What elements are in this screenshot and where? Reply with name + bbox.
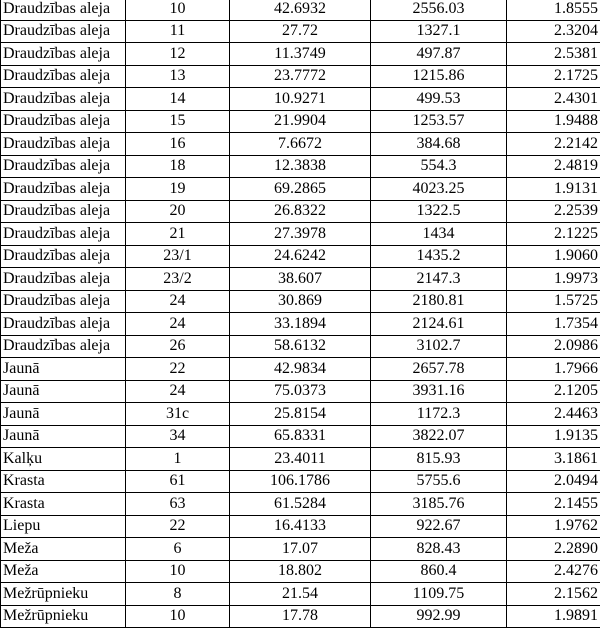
ratio-cell: 1.7354 <box>507 313 600 336</box>
area-cell: 17.78 <box>230 605 371 628</box>
energy-cell: 4023.25 <box>371 178 507 201</box>
area-cell: 42.6932 <box>230 0 371 20</box>
energy-cell: 2657.78 <box>371 358 507 381</box>
area-cell: 24.6242 <box>230 245 371 268</box>
street-cell: Jaunā <box>1 358 126 381</box>
ratio-cell: 2.0494 <box>507 470 600 493</box>
street-cell: Meža <box>1 538 126 561</box>
area-cell: 11.3749 <box>230 43 371 66</box>
area-cell: 16.4133 <box>230 515 371 538</box>
street-cell: Krasta <box>1 470 126 493</box>
energy-cell: 815.93 <box>371 448 507 471</box>
street-cell: Draudzības aleja <box>1 155 126 178</box>
street-cell: Draudzības aleja <box>1 268 126 291</box>
energy-cell: 1215.86 <box>371 65 507 88</box>
table-row <box>1 245 600 268</box>
energy-cell: 499.53 <box>371 88 507 111</box>
ratio-cell: 2.3204 <box>507 20 600 43</box>
house-number-cell: 1 <box>126 448 230 471</box>
ratio-cell: 2.1562 <box>507 583 600 606</box>
house-number-cell: 20 <box>126 200 230 223</box>
house-number-cell: 10 <box>126 0 230 20</box>
area-cell: 27.72 <box>230 20 371 43</box>
table-row <box>1 470 600 493</box>
table-row <box>1 268 600 291</box>
ratio-cell: 2.4819 <box>507 155 600 178</box>
area-cell: 18.802 <box>230 560 371 583</box>
house-number-cell: 10 <box>126 605 230 628</box>
house-number-cell: 22 <box>126 358 230 381</box>
energy-cell: 1435.2 <box>371 245 507 268</box>
house-number-cell: 19 <box>126 178 230 201</box>
street-cell: Draudzības aleja <box>1 313 126 336</box>
table-row <box>1 538 600 561</box>
ratio-cell: 2.1455 <box>507 493 600 516</box>
energy-cell: 2180.81 <box>371 290 507 313</box>
table-row <box>1 155 600 178</box>
area-cell: 26.8322 <box>230 200 371 223</box>
area-cell: 58.6132 <box>230 335 371 358</box>
energy-cell: 497.87 <box>371 43 507 66</box>
house-number-cell: 21 <box>126 223 230 246</box>
street-cell: Draudzības aleja <box>1 223 126 246</box>
energy-cell: 2556.03 <box>371 0 507 20</box>
area-cell: 65.8331 <box>230 425 371 448</box>
table-row <box>1 110 600 133</box>
ratio-cell: 2.4276 <box>507 560 600 583</box>
street-cell: Draudzības aleja <box>1 65 126 88</box>
house-number-cell: 12 <box>126 43 230 66</box>
house-number-cell: 18 <box>126 155 230 178</box>
ratio-cell: 1.7966 <box>507 358 600 381</box>
energy-cell: 992.99 <box>371 605 507 628</box>
table-row <box>1 313 600 336</box>
energy-cell: 554.3 <box>371 155 507 178</box>
house-number-cell: 23/2 <box>126 268 230 291</box>
street-cell: Jaunā <box>1 403 126 426</box>
area-cell: 12.3838 <box>230 155 371 178</box>
ratio-cell: 3.1861 <box>507 448 600 471</box>
area-cell: 61.5284 <box>230 493 371 516</box>
street-cell: Jaunā <box>1 425 126 448</box>
energy-cell: 1253.57 <box>371 110 507 133</box>
area-cell: 25.8154 <box>230 403 371 426</box>
energy-cell: 1172.3 <box>371 403 507 426</box>
street-cell: Krasta <box>1 493 126 516</box>
ratio-cell: 1.9131 <box>507 178 600 201</box>
ratio-cell: 2.4301 <box>507 88 600 111</box>
street-cell: Draudzības aleja <box>1 0 126 20</box>
table-row <box>1 65 600 88</box>
street-cell: Draudzības aleja <box>1 133 126 156</box>
street-cell: Draudzības aleja <box>1 178 126 201</box>
area-cell: 33.1894 <box>230 313 371 336</box>
house-number-cell: 24 <box>126 290 230 313</box>
ratio-cell: 2.4463 <box>507 403 600 426</box>
table-row <box>1 515 600 538</box>
table-row <box>1 20 600 43</box>
ratio-cell: 2.1205 <box>507 380 600 403</box>
table-row <box>1 133 600 156</box>
table-row <box>1 200 600 223</box>
ratio-cell: 2.2890 <box>507 538 600 561</box>
ratio-cell: 2.1725 <box>507 65 600 88</box>
area-cell: 10.9271 <box>230 88 371 111</box>
street-cell: Meža <box>1 560 126 583</box>
energy-cell: 1109.75 <box>371 583 507 606</box>
ratio-cell: 1.9135 <box>507 425 600 448</box>
street-cell: Draudzības aleja <box>1 20 126 43</box>
street-cell: Kalķu <box>1 448 126 471</box>
energy-cell: 828.43 <box>371 538 507 561</box>
table-row <box>1 448 600 471</box>
ratio-cell: 2.5381 <box>507 43 600 66</box>
energy-cell: 3931.16 <box>371 380 507 403</box>
house-number-cell: 61 <box>126 470 230 493</box>
energy-cell: 3822.07 <box>371 425 507 448</box>
table-row <box>1 493 600 516</box>
ratio-cell: 1.8555 <box>507 0 600 20</box>
area-cell: 27.3978 <box>230 223 371 246</box>
area-cell: 7.6672 <box>230 133 371 156</box>
house-number-cell: 16 <box>126 133 230 156</box>
street-cell: Draudzības aleja <box>1 335 126 358</box>
ratio-cell: 2.2539 <box>507 200 600 223</box>
area-cell: 23.7772 <box>230 65 371 88</box>
house-number-cell: 10 <box>126 560 230 583</box>
energy-cell: 1434 <box>371 223 507 246</box>
table-row <box>1 223 600 246</box>
table-row <box>1 88 600 111</box>
table-row <box>1 43 600 66</box>
house-number-cell: 6 <box>126 538 230 561</box>
house-number-cell: 8 <box>126 583 230 606</box>
table-row <box>1 358 600 381</box>
table-body <box>1 0 600 628</box>
area-cell: 21.9904 <box>230 110 371 133</box>
table-row <box>1 403 600 426</box>
house-number-cell: 15 <box>126 110 230 133</box>
house-number-cell: 31c <box>126 403 230 426</box>
area-cell: 42.9834 <box>230 358 371 381</box>
ratio-cell: 2.2142 <box>507 133 600 156</box>
energy-cell: 3185.76 <box>371 493 507 516</box>
area-cell: 106.1786 <box>230 470 371 493</box>
energy-cell: 384.68 <box>371 133 507 156</box>
table-row <box>1 178 600 201</box>
street-cell: Jaunā <box>1 380 126 403</box>
table-row <box>1 583 600 606</box>
energy-cell: 922.67 <box>371 515 507 538</box>
street-cell: Draudzības aleja <box>1 88 126 111</box>
ratio-cell: 1.5725 <box>507 290 600 313</box>
ratio-cell: 1.9060 <box>507 245 600 268</box>
area-cell: 69.2865 <box>230 178 371 201</box>
house-number-cell: 63 <box>126 493 230 516</box>
house-number-cell: 22 <box>126 515 230 538</box>
energy-cell: 860.4 <box>371 560 507 583</box>
house-number-cell: 13 <box>126 65 230 88</box>
energy-cell: 1327.1 <box>371 20 507 43</box>
area-cell: 23.4011 <box>230 448 371 471</box>
street-cell: Mežrūpnieku <box>1 605 126 628</box>
house-number-cell: 34 <box>126 425 230 448</box>
street-cell: Draudzības aleja <box>1 245 126 268</box>
table-row <box>1 425 600 448</box>
table-row <box>1 605 600 628</box>
area-cell: 17.07 <box>230 538 371 561</box>
energy-cell: 3102.7 <box>371 335 507 358</box>
house-number-cell: 24 <box>126 313 230 336</box>
street-cell: Draudzības aleja <box>1 290 126 313</box>
energy-cell: 5755.6 <box>371 470 507 493</box>
ratio-cell: 1.9973 <box>507 268 600 291</box>
ratio-cell: 2.0986 <box>507 335 600 358</box>
ratio-cell: 2.1225 <box>507 223 600 246</box>
area-cell: 38.607 <box>230 268 371 291</box>
area-cell: 75.0373 <box>230 380 371 403</box>
table-row <box>1 290 600 313</box>
ratio-cell: 1.9488 <box>507 110 600 133</box>
house-number-cell: 23/1 <box>126 245 230 268</box>
street-cell: Draudzības aleja <box>1 110 126 133</box>
ratio-cell: 1.9891 <box>507 605 600 628</box>
energy-cell: 2147.3 <box>371 268 507 291</box>
energy-cell: 1322.5 <box>371 200 507 223</box>
house-number-cell: 11 <box>126 20 230 43</box>
table-row <box>1 335 600 358</box>
house-number-cell: 26 <box>126 335 230 358</box>
area-cell: 21.54 <box>230 583 371 606</box>
house-number-cell: 14 <box>126 88 230 111</box>
street-cell: Draudzības aleja <box>1 200 126 223</box>
street-cell: Mežrūpnieku <box>1 583 126 606</box>
house-number-cell: 24 <box>126 380 230 403</box>
energy-cell: 2124.61 <box>371 313 507 336</box>
ratio-cell: 1.9762 <box>507 515 600 538</box>
street-cell: Draudzības aleja <box>1 43 126 66</box>
table-row <box>1 0 600 20</box>
table-row <box>1 380 600 403</box>
area-cell: 30.869 <box>230 290 371 313</box>
street-cell: Liepu <box>1 515 126 538</box>
table-row <box>1 560 600 583</box>
